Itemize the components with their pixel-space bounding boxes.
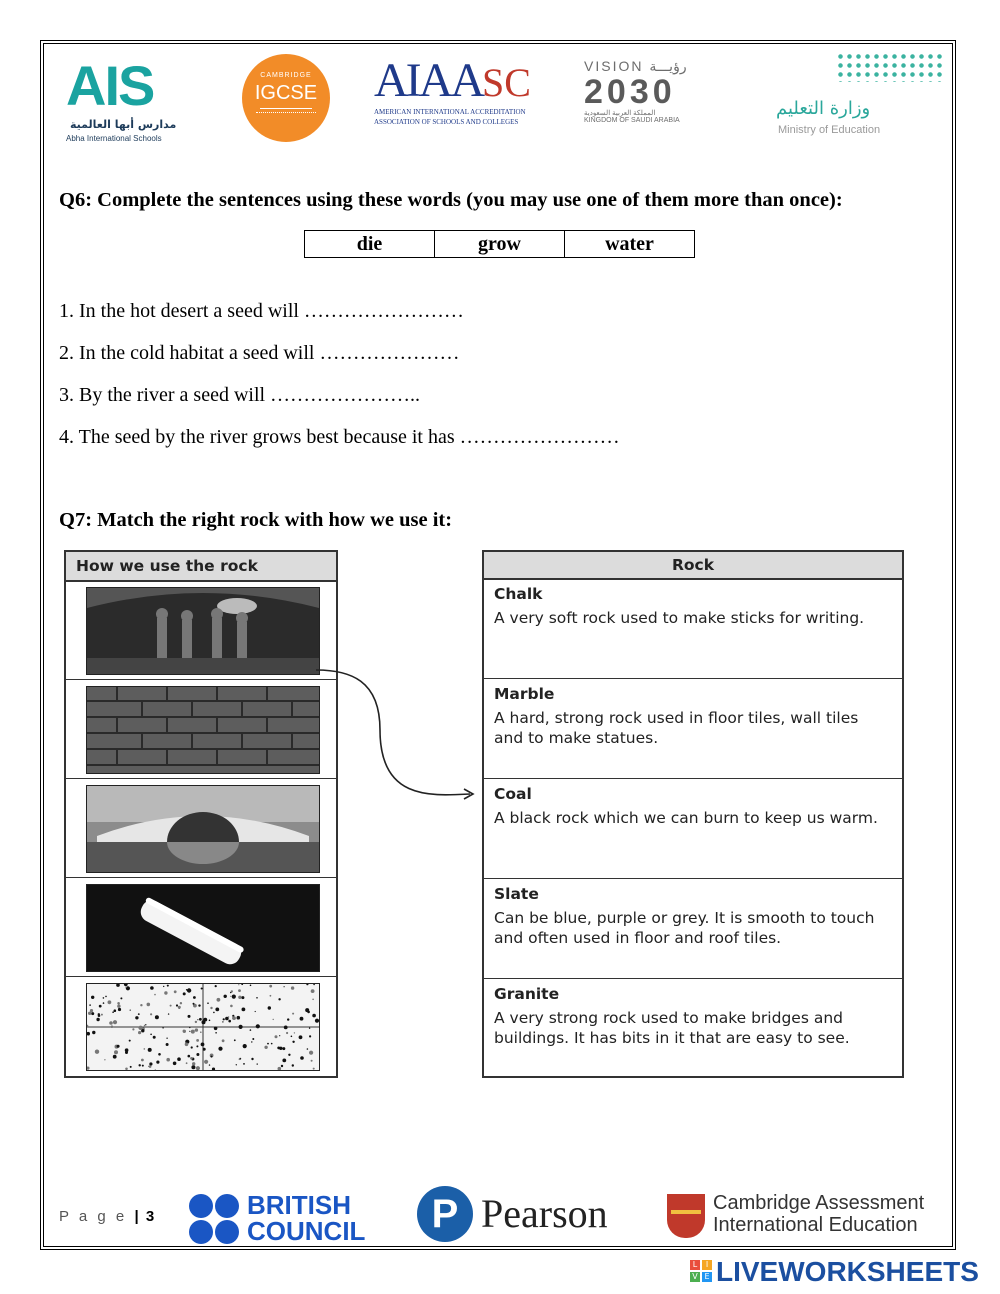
ais-logo-english: Abha International Schools xyxy=(66,134,162,143)
word-bank xyxy=(304,230,695,258)
rock-cell-slate[interactable] xyxy=(484,878,902,978)
rock-cell-granite[interactable] xyxy=(484,978,902,1076)
ministry-logo xyxy=(776,52,946,142)
rock-name: Coal xyxy=(494,785,532,803)
igcse-logo-top: CAMBRIDGE xyxy=(260,72,312,79)
vision-logo-number: 2030 xyxy=(584,73,676,111)
header-logos xyxy=(56,52,956,152)
rock-use-row xyxy=(66,778,336,877)
sentence-4: 4. The seed by the river grows best because it has …………………… xyxy=(59,426,620,448)
page-word: P a g e xyxy=(59,1208,128,1225)
speckled-granite-photo[interactable] xyxy=(86,983,320,1071)
pearson-p-icon: P xyxy=(417,1186,473,1242)
chalk-stick-photo[interactable] xyxy=(86,884,320,972)
roof-tiles-photo[interactable] xyxy=(86,686,320,774)
rock-description: A very strong rock used to make bridges and buildings. It has bits in it that are easy to see. xyxy=(494,1009,850,1047)
cambridge-line2: International Education xyxy=(713,1214,918,1236)
ais-logo-arabic: مدارس أبها العالمية xyxy=(70,118,177,131)
british-council-logo xyxy=(189,1192,379,1248)
rock-cell-coal[interactable] xyxy=(484,778,902,878)
rock-name: Marble xyxy=(494,685,555,703)
rock-use-row xyxy=(66,976,336,1075)
liveworksheets-icon: L I V E xyxy=(690,1260,714,1284)
cambridge-shield-icon xyxy=(667,1194,705,1238)
rock-description: A very soft rock used to make sticks for writing. xyxy=(494,609,865,627)
page-label xyxy=(59,1208,154,1225)
page-number: 3 xyxy=(145,1208,155,1225)
footer xyxy=(59,1186,949,1248)
word-bank-die: die xyxy=(305,231,435,258)
q7-title: Q7: Match the right rock with how we use it: xyxy=(59,509,453,531)
page-separator: | xyxy=(134,1208,139,1225)
aiaasc-logo-sub1: AMERICAN INTERNATIONAL ACCREDITATION xyxy=(374,108,526,116)
sentence-3: 3. By the river a seed will ………………….. xyxy=(59,384,421,406)
stone-bridge-photo[interactable] xyxy=(86,785,320,873)
vision-logo-top: VISION رؤيـــة xyxy=(584,58,687,74)
rock-description: Can be blue, purple or grey. It is smooth to touch and often used in floor and roof tiles. xyxy=(494,909,875,947)
british-council-line2: COUNCIL xyxy=(247,1216,366,1246)
rock-table xyxy=(482,550,904,1078)
ministry-logo-arabic: وزارة التعليم xyxy=(776,98,871,119)
pearson-logo xyxy=(417,1186,617,1246)
liveworksheets-watermark xyxy=(690,1256,990,1288)
vision-logo-sub1: المملكة العربية السعودية xyxy=(584,110,656,117)
rock-description: A black rock which we can burn to keep us warm. xyxy=(494,809,878,827)
mine-photo[interactable] xyxy=(86,587,320,675)
word-bank-grow: grow xyxy=(435,231,565,258)
rock-cell-chalk[interactable] xyxy=(484,578,902,678)
ais-logo xyxy=(56,56,196,146)
rock-name: Chalk xyxy=(494,585,543,603)
rock-use-row xyxy=(66,679,336,778)
british-council-dots-icon xyxy=(189,1194,241,1246)
aiaasc-logo-sub2: ASSOCIATION OF SCHOOLS AND COLLEGES xyxy=(374,118,519,126)
aiaasc-logo-sc: SC xyxy=(481,60,531,105)
rock-use-table xyxy=(64,550,338,1078)
vision-logo-sub2: KINGDOM OF SAUDI ARABIA xyxy=(584,117,680,124)
rock-header: Rock xyxy=(484,552,902,580)
rock-cell-marble[interactable] xyxy=(484,678,902,778)
british-council-line1: BRITISH xyxy=(247,1190,351,1220)
cambridge-logo xyxy=(667,1192,957,1242)
q6-title: Q6: Complete the sentences using these words (you may use one of them more than once): xyxy=(59,189,843,211)
rock-description: A hard, strong rock used in floor tiles, wall tiles and to make statues. xyxy=(494,709,859,747)
pearson-name: Pearson xyxy=(481,1191,608,1236)
rock-use-row xyxy=(66,580,336,679)
rock-use-row xyxy=(66,877,336,976)
rock-name: Granite xyxy=(494,985,560,1003)
igcse-logo xyxy=(242,54,330,142)
aiaasc-logo-mark: AIAA xyxy=(374,54,482,107)
cambridge-line1: Cambridge Assessment xyxy=(713,1192,925,1214)
rock-use-header: How we use the rock xyxy=(66,552,336,582)
igcse-logo-main: IGCSE xyxy=(254,82,318,104)
ministry-dots-icon xyxy=(836,52,946,82)
word-bank-water: water xyxy=(565,231,695,258)
match-connector-arrow xyxy=(310,660,490,810)
sentence-1: 1. In the hot desert a seed will …………………… xyxy=(59,300,464,322)
liveworksheets-text: LIVEWORKSHEETS xyxy=(716,1256,979,1287)
sentence-2: 2. In the cold habitat a seed will ………………… xyxy=(59,342,460,364)
vision-2030-logo xyxy=(584,58,764,128)
ministry-logo-english: Ministry of Education xyxy=(778,124,881,136)
aiaasc-logo xyxy=(374,54,564,128)
rock-name: Slate xyxy=(494,885,539,903)
ais-logo-mark: AIS xyxy=(66,54,154,117)
